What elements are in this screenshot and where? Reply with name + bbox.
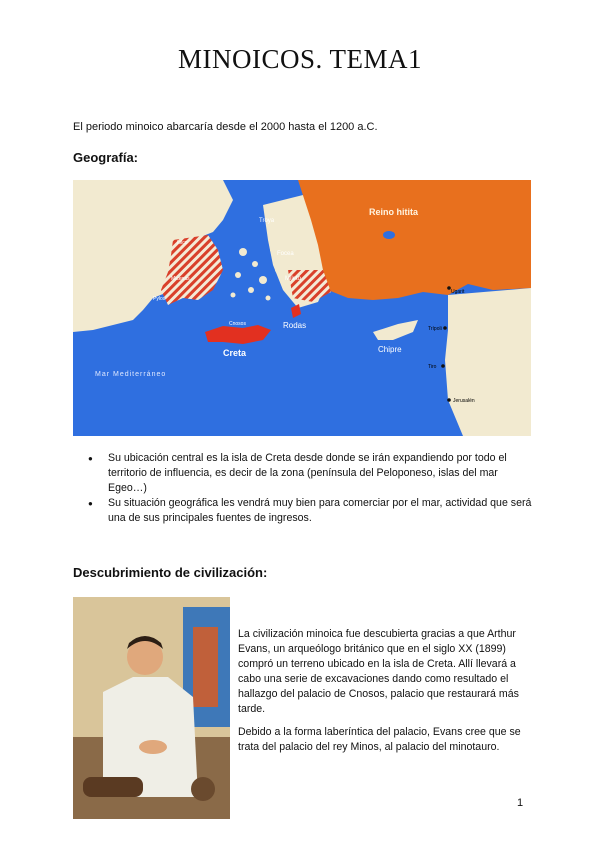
hittite-kingdom [298, 180, 531, 300]
discovery-heading: Descubrimiento de civilización: [73, 565, 268, 580]
discovery-paragraph-1: La civilización minoica fue descubierta gracias a que Arthur Evans, un arqueólogo británico que en el siglo XX (1899) compró un terreno ubicado en la isla de Creta. Allí llevará a cabo una serie de excavaciones dando como resultado el hallazgo del palacio de Cnosos, palacio que restaurará más tarde. [238, 628, 519, 715]
label-cyprus: Chipre [378, 345, 402, 354]
geography-heading: Geografía: [73, 150, 139, 165]
list-item: ● Su situación geográfica les vendrá muy bien para comerciar por el mar, actividad que será una de sus principales fuentes de ingresos. [88, 496, 533, 526]
aegean-map [73, 180, 531, 436]
label-pylos: Pylos [153, 296, 166, 302]
levant-coast [445, 288, 531, 436]
label-rhodes: Rodas [283, 321, 307, 330]
label-troy: Troya [259, 218, 275, 224]
label-phocaea: Focea [277, 251, 294, 257]
arthur-evans-portrait [73, 597, 230, 819]
label-miletus: Mileto [285, 276, 302, 282]
label-crete: Creta [223, 348, 247, 358]
label-jerusalem: Jerusalén [453, 398, 475, 404]
label-mycenae: Micenas [171, 276, 190, 282]
list-item: ● Su ubicación central es la isla de Creta desde donde se irán expandiendo por todo el territorio de influencia, es decir de la zona (península del Peloponeso, islas del mar Egeo…) [88, 451, 533, 496]
label-iolco: Iolco [177, 240, 188, 246]
geography-bullets [88, 451, 533, 526]
label-tripoli: Trípoli [428, 326, 442, 332]
intro-text: El periodo minoico abarcaría desde el 2000 hasta el 1200 a.C. [73, 121, 378, 133]
label-kingdom: Reino hitita [369, 207, 418, 217]
discovery-paragraph-2: Debido a la forma laberíntica del palacio, Evans cree que se trata del palacio del rey Minos, al palacio del minotauro. [238, 726, 521, 753]
label-knossos: Cnosos [229, 321, 246, 327]
page-title: MINOICOS. TEMA1 [177, 44, 422, 74]
label-tyre: Tiro [428, 364, 437, 370]
label-sea: Mar Mediterráneo [95, 371, 167, 378]
page-number: 1 [517, 797, 524, 809]
label-ugarit: Ugarit [451, 289, 465, 295]
